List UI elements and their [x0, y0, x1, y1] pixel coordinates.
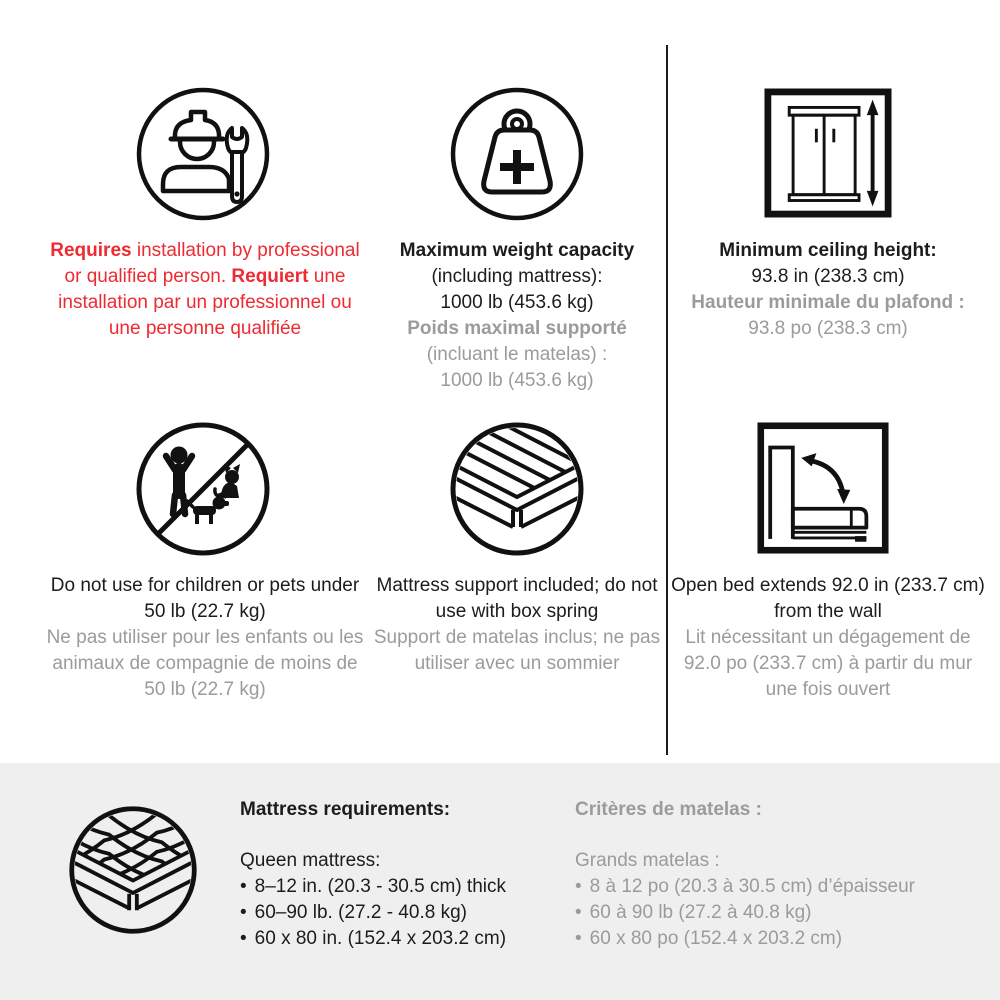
- mattress-support-en: Mattress support included; do not use with box spring: [376, 575, 658, 622]
- installer-icon: [133, 84, 273, 224]
- installation-note-en-text: installation by professional or qualified person.: [64, 240, 360, 287]
- weight-capacity-note: [372, 238, 662, 394]
- mattress-requirements-title-fr: Critères de matelas :: [575, 799, 762, 820]
- mattress-requirements-subtitle-en: Queen mattress:: [240, 850, 381, 871]
- ceiling-height-note: [668, 238, 988, 342]
- ceiling-height-title-fr: Hauteur minimale du plafond :: [691, 292, 965, 313]
- weight-capacity-value-en: 1000 lb (453.6 kg): [440, 292, 594, 313]
- installation-note-fr-text: une installation par un professionnel ou une personne qualifiée: [58, 266, 352, 339]
- open-bed-clearance-fr: Lit nécessitant un dégagement de 92.0 po (233.7 cm) à partir du mur une fois ouvert: [683, 627, 973, 700]
- mattress-requirements-band: [0, 763, 1000, 1000]
- no-children-pets-fr: Ne pas utiliser pour les enfants ou les animaux de compagnie de moins de 50 lb (22.7 kg): [46, 627, 364, 700]
- mattress-requirement-item: • 60 à 90 lb (27.2 à 40.8 kg): [575, 900, 975, 926]
- mattress-requirement-item: • 60 x 80 in. (152.4 x 203.2 cm): [240, 926, 560, 952]
- mattress-requirements-en: [240, 797, 560, 952]
- mattress-requirements-title-en: Mattress requirements:: [240, 799, 451, 820]
- installation-note-fr-bold: Requiert: [231, 266, 309, 287]
- open-bed-clearance-en: Open bed extends 92.0 in (233.7 cm) from the wall: [671, 575, 985, 622]
- open-bed-clearance-note: [668, 573, 988, 703]
- mattress-requirements-subtitle-fr: Grands matelas :: [575, 850, 720, 871]
- mattress-icon: [66, 803, 200, 937]
- mattress-support-fr: Support de matelas inclus; ne pas utiliser avec un sommier: [373, 627, 661, 674]
- no-children-pets-en: Do not use for children or pets under 50 lb (22.7 kg): [50, 575, 360, 622]
- weight-capacity-value-fr: 1000 lb (453.6 kg): [440, 370, 594, 391]
- ceiling-height-value-en: 93.8 in (238.3 cm): [751, 266, 905, 287]
- no-children-pets-icon: [133, 419, 273, 559]
- mattress-requirement-item: • 8–12 in. (20.3 - 30.5 cm) thick: [240, 874, 560, 900]
- installation-note-en-bold: Requires: [50, 240, 132, 261]
- weight-capacity-title-fr: Poids maximal supporté: [407, 318, 627, 339]
- mattress-requirement-item: • 60–90 lb. (27.2 - 40.8 kg): [240, 900, 560, 926]
- weight-capacity-icon: [447, 84, 587, 224]
- mattress-requirement-item: • 8 à 12 po (20.3 à 30.5 cm) d’épaisseur: [575, 874, 975, 900]
- mattress-requirements-fr: [575, 797, 975, 952]
- mattress-support-icon: [447, 419, 587, 559]
- ceiling-height-value-fr: 93.8 po (238.3 cm): [748, 318, 908, 339]
- ceiling-height-icon: [764, 87, 892, 219]
- no-children-pets-note: [40, 573, 370, 703]
- installation-note: [45, 238, 365, 342]
- open-bed-icon: [757, 422, 889, 554]
- mattress-support-note: [370, 573, 664, 677]
- weight-capacity-line2-fr: (incluant le matelas) :: [426, 344, 608, 365]
- ceiling-height-title-en: Minimum ceiling height:: [719, 240, 937, 261]
- mattress-requirement-item: • 60 x 80 po (152.4 x 203.2 cm): [575, 926, 975, 952]
- weight-capacity-line2-en: (including mattress):: [431, 266, 603, 287]
- weight-capacity-title-en: Maximum weight capacity: [399, 240, 635, 261]
